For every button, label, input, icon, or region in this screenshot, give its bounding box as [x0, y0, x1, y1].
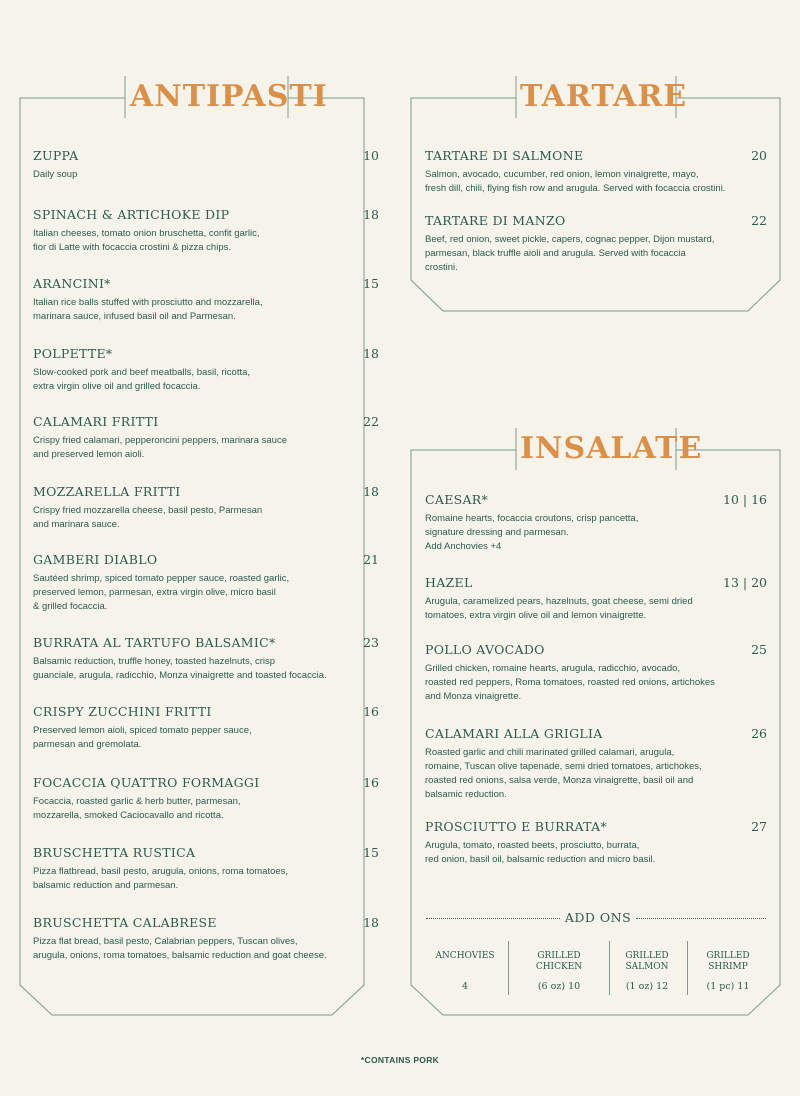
item-price: 26	[751, 726, 767, 741]
addon-price: 4	[461, 981, 469, 992]
item-price: 20	[751, 148, 767, 163]
item-price: 27	[751, 819, 767, 834]
footnote: *CONTAINS PORK	[360, 1055, 440, 1065]
item-price: 18	[363, 207, 379, 222]
item-description: Beef, red onion, sweet pickle, capers, cognac pepper, Dijon mustard, parmesan, black truffle aioli and arugula. Served with focaccia crostini.	[425, 234, 715, 273]
antipasti-menu-item	[33, 346, 379, 394]
addons-dotted-rule-left	[426, 918, 560, 919]
item-name: PROSCIUTTO E BURRATA*	[425, 819, 608, 834]
item-price: 18	[363, 915, 379, 930]
addon-name: GRILLED SALMON	[625, 951, 669, 972]
item-description: Pizza flat bread, basil pesto, Calabrian peppers, Tuscan olives, arugula, onions, roma tomatoes, balsamic reduction and goat cheese.	[33, 936, 327, 961]
item-price: 16	[363, 704, 379, 719]
item-price: 15	[363, 845, 379, 860]
item-name: POLLO AVOCADO	[425, 642, 545, 657]
antipasti-menu-item	[33, 207, 379, 255]
tartare-title: TARTARE	[520, 76, 672, 118]
addon-price: (1 pc) 11	[706, 981, 750, 992]
item-description: Balsamic reduction, truffle honey, toasted hazelnuts, crisp guanciale, arugula, radicchio, Monza vinaigrette and toasted focaccia.	[33, 656, 327, 681]
addon-item	[690, 951, 766, 992]
insalate-title: INSALATE	[520, 428, 672, 470]
item-description: Daily soup	[33, 169, 78, 180]
addon-name: GRILLED SHRIMP	[706, 951, 750, 972]
item-description: Grilled chicken, romaine hearts, arugula, radicchio, avocado, roasted red peppers, Roma tomatoes, roasted red onions, artichokes and Monza vinaigrette.	[425, 663, 715, 702]
item-description: Crispy fried mozzarella cheese, basil pesto, Parmesan and marinara sauce.	[33, 505, 263, 530]
antipasti-menu-item	[33, 414, 379, 462]
item-name: CRISPY ZUCCHINI FRITTI	[33, 704, 212, 719]
item-name: CALAMARI ALLA GRIGLIA	[425, 726, 603, 741]
item-description: Italian cheeses, tomato onion bruschetta, confit garlic, fior di Latte with focaccia crostini & pizza chips.	[33, 228, 260, 253]
item-price: 18	[363, 484, 379, 499]
insalate-menu-item	[425, 575, 767, 623]
addon-item	[426, 951, 504, 992]
item-description: Preserved lemon aioli, spiced tomato pepper sauce, parmesan and gremolata.	[33, 725, 252, 750]
addon-item	[610, 951, 684, 992]
item-name: POLPETTE*	[33, 346, 113, 361]
item-description: Slow-cooked pork and beef meatballs, basil, ricotta, extra virgin olive oil and grilled focaccia.	[33, 367, 251, 392]
item-price: 22	[751, 213, 767, 228]
item-name: BURRATA AL TARTUFO BALSAMIC*	[33, 635, 276, 650]
item-price: 21	[363, 552, 379, 567]
item-description: Sautéed shrimp, spiced tomato pepper sauce, roasted garlic, preserved lemon, parmesan, extra virgin olive, micro basil & grilled focaccia.	[33, 573, 290, 612]
antipasti-menu-item	[33, 148, 379, 182]
item-name: ZUPPA	[33, 148, 79, 163]
item-price: 18	[363, 346, 379, 361]
item-name: HAZEL	[425, 575, 473, 590]
item-name: CALAMARI FRITTI	[33, 414, 159, 429]
item-description: Italian rice balls stuffed with prosciutto and mozzarella, marinara sauce, infused basil oil and Parmesan.	[33, 297, 263, 322]
item-name: MOZZARELLA FRITTI	[33, 484, 181, 499]
antipasti-menu-item	[33, 704, 379, 752]
item-price: 16	[363, 775, 379, 790]
antipasti-menu-item	[33, 775, 379, 823]
tartare-menu-item	[425, 148, 767, 196]
item-name: BRUSCHETTA CALABRESE	[33, 915, 217, 930]
addon-price: (6 oz) 10	[537, 981, 581, 992]
antipasti-title: ANTIPASTI	[130, 76, 284, 118]
item-price: 10	[363, 148, 379, 163]
item-price: 13 | 20	[723, 575, 767, 590]
addons-title: ADD ONS	[564, 910, 632, 925]
insalate-menu-item	[425, 492, 767, 554]
item-price: 25	[751, 642, 767, 657]
insalate-menu-item	[425, 726, 767, 802]
item-description: Arugula, caramelized pears, hazelnuts, goat cheese, semi dried tomatoes, extra virgin olive oil and lemon vinaigrette.	[425, 596, 693, 621]
item-name: GAMBERI DIABLO	[33, 552, 158, 567]
item-price: 23	[363, 635, 379, 650]
item-price: 22	[363, 414, 379, 429]
item-description: Roasted garlic and chili marinated grilled calamari, arugula, romaine, Tuscan olive tapenade, semi dried tomatoes, artichokes, roasted red onions, salsa verde, Monza vinaigrette, basil oil and balsamic reduction.	[425, 747, 702, 800]
item-name: CAESAR*	[425, 492, 489, 507]
tartare-menu-item	[425, 213, 767, 275]
item-description: Romaine hearts, focaccia croutons, crisp pancetta, signature dressing and parmesan. Add Anchovies +4	[425, 513, 639, 552]
item-description: Arugula, tomato, roasted beets, prosciutto, burrata, red onion, basil oil, balsamic reduction and micro basil.	[425, 840, 656, 865]
addon-name: GRILLED CHICKEN	[535, 951, 583, 972]
antipasti-menu-item	[33, 552, 379, 614]
item-name: ARANCINI*	[33, 276, 111, 291]
antipasti-menu-item	[33, 484, 379, 532]
item-name: TARTARE DI SALMONE	[425, 148, 584, 163]
insalate-menu-item	[425, 642, 767, 704]
addon-name: ANCHOVIES	[435, 951, 495, 961]
addon-divider	[687, 941, 688, 995]
item-description: Focaccia, roasted garlic & herb butter, parmesan, mozzarella, smoked Caciocavallo and ricotta.	[33, 796, 241, 821]
addon-divider	[508, 941, 509, 995]
addon-item	[515, 951, 603, 992]
addons-dotted-rule-right	[636, 918, 766, 919]
antipasti-menu-item	[33, 635, 379, 683]
item-name: SPINACH & ARTICHOKE DIP	[33, 207, 230, 222]
antipasti-menu-item	[33, 915, 379, 963]
item-description: Salmon, avocado, cucumber, red onion, lemon vinaigrette, mayo, fresh dill, chili, flying fish row and arugula. Served with focaccia crostini.	[425, 169, 726, 194]
addon-divider	[609, 941, 610, 995]
item-description: Crispy fried calamari, pepperoncini peppers, marinara sauce and preserved lemon aioli.	[33, 435, 287, 460]
item-price: 15	[363, 276, 379, 291]
item-name: TARTARE DI MANZO	[425, 213, 566, 228]
antipasti-menu-item	[33, 276, 379, 324]
antipasti-menu-item	[33, 845, 379, 893]
item-name: FOCACCIA QUATTRO FORMAGGI	[33, 775, 260, 790]
addon-price: (1 oz) 12	[625, 981, 669, 992]
item-description: Pizza flatbread, basil pesto, arugula, onions, roma tomatoes, balsamic reduction and parmesan.	[33, 866, 289, 891]
item-name: BRUSCHETTA RUSTICA	[33, 845, 196, 860]
item-price: 10 | 16	[723, 492, 767, 507]
insalate-menu-item	[425, 819, 767, 867]
